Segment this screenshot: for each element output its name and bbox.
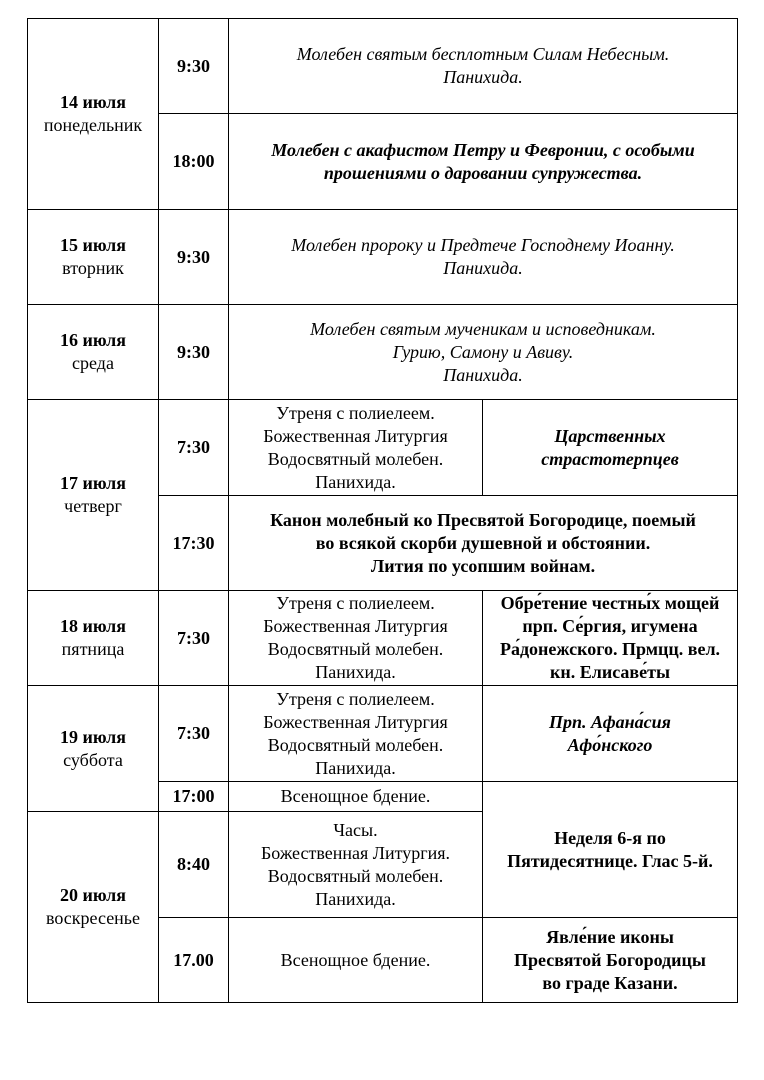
service-cell <box>229 210 738 305</box>
feast-line: Пятидесятнице. Глас 5-й. <box>507 850 713 871</box>
service-line: Утреня с полиелеем. <box>276 688 435 709</box>
feast-cell <box>483 686 738 782</box>
table-row <box>28 305 738 400</box>
day-cell <box>28 305 159 400</box>
day-cell <box>28 686 159 812</box>
service-line: Водосвятный молебен. <box>267 448 444 469</box>
day-weekday: пятница <box>61 639 125 659</box>
service-line: Водосвятный молебен. <box>267 734 444 755</box>
service-line: Божественная Литургия <box>263 425 448 446</box>
service-time: 9:30 <box>159 305 229 400</box>
feast-line: Обре́тение честны́х мощей <box>500 593 720 613</box>
service-cell <box>229 400 483 496</box>
service-cell <box>229 918 483 1003</box>
service-line: Всенощное бдение. <box>280 949 431 970</box>
day-date: 17 июля <box>59 473 126 493</box>
feast-line: Пресвятой Богородицы <box>514 949 706 970</box>
service-time: 7:30 <box>159 400 229 496</box>
table-row <box>28 686 738 782</box>
day-weekday: воскресенье <box>45 908 141 928</box>
feast-line: Неделя 6-я по <box>554 827 666 848</box>
service-cell <box>229 782 483 812</box>
feast-line: Явле́ние иконы <box>546 926 674 947</box>
service-line: Панихида. <box>315 888 396 909</box>
service-time: 17.00 <box>159 918 229 1003</box>
table-row <box>28 400 738 496</box>
service-line: Гурию, Самону и Авиву. <box>392 341 574 362</box>
day-date: 18 июля <box>59 616 126 636</box>
service-line: Лития по усопшим войнам. <box>370 555 596 576</box>
service-line: Панихида. <box>315 471 396 492</box>
table-row <box>28 210 738 305</box>
service-cell <box>229 305 738 400</box>
service-line: Панихида. <box>443 67 523 87</box>
service-line: Канон молебный ко Пресвятой Богородице, поемый <box>270 509 696 530</box>
service-line: Молебен святым мученикам и исповедникам. <box>310 318 656 339</box>
service-line: прошениями о даровании супружества. <box>323 162 643 183</box>
day-cell <box>28 19 159 210</box>
feast-line: кн. Елисаве́ты <box>549 662 671 682</box>
service-line: Божественная Литургия <box>263 711 448 732</box>
service-time: 9:30 <box>159 210 229 305</box>
feast-line: Ра́донежского. Прмцц. вел. <box>499 639 721 659</box>
service-line: Панихида. <box>443 364 523 385</box>
service-line: Водосвятный молебен. <box>267 865 444 886</box>
day-weekday: среда <box>72 353 114 373</box>
feast-line: страстотерпцев <box>541 448 679 469</box>
service-line: Утреня с полиелеем. <box>276 402 435 423</box>
table-row <box>28 19 738 114</box>
service-time: 18:00 <box>159 114 229 210</box>
day-cell <box>28 400 159 591</box>
service-time: 7:30 <box>159 591 229 686</box>
service-line: Утреня с полиелеем. <box>276 593 435 613</box>
day-weekday: понедельник <box>43 115 143 135</box>
service-line: Панихида. <box>315 662 396 682</box>
feast-cell <box>483 400 738 496</box>
table-row <box>28 591 738 686</box>
service-line: Молебен святым бесплотным Силам Небесным. <box>296 44 670 64</box>
service-cell <box>229 496 738 591</box>
day-date: 15 июля <box>59 235 126 255</box>
day-cell <box>28 812 159 1003</box>
service-line: во всякой скорби душевной и обстоянии. <box>315 532 651 553</box>
service-line: Часы. <box>333 819 378 840</box>
service-cell <box>229 591 483 686</box>
feast-cell <box>483 918 738 1003</box>
service-time: 9:30 <box>159 19 229 114</box>
service-line: Божественная Литургия <box>263 616 448 636</box>
day-date: 14 июля <box>59 92 126 112</box>
feast-cell <box>483 782 738 918</box>
day-weekday: вторник <box>62 258 124 278</box>
day-date: 16 июля <box>59 330 126 350</box>
service-cell <box>229 114 738 210</box>
service-cell <box>229 686 483 782</box>
service-line: Божественная Литургия. <box>260 842 451 863</box>
feast-cell <box>483 591 738 686</box>
feast-line: Афо́нского <box>567 734 653 755</box>
feast-line: прп. Се́ргия, игумена <box>522 616 698 636</box>
service-line: Молебен пророку и Предтече Господнему Иоанну. <box>291 235 675 255</box>
service-time: 7:30 <box>159 686 229 782</box>
service-cell <box>229 812 483 918</box>
service-line: Водосвятный молебен. <box>267 639 444 659</box>
day-cell <box>28 210 159 305</box>
day-cell <box>28 591 159 686</box>
service-time: 8:40 <box>159 812 229 918</box>
service-line: Панихида. <box>315 757 396 778</box>
day-weekday: суббота <box>63 749 123 770</box>
service-line: Всенощное бдение. <box>280 786 431 806</box>
day-weekday: четверг <box>64 496 122 516</box>
day-date: 19 июля <box>59 726 126 747</box>
feast-line: во граде Казани. <box>542 972 678 993</box>
service-line: Панихида. <box>443 258 523 278</box>
day-date: 20 июля <box>59 885 126 905</box>
feast-line: Царственных <box>554 425 666 446</box>
service-line: Молебен с акафистом Петру и Февронии, с особыми <box>271 139 695 160</box>
schedule-table <box>27 18 738 1003</box>
service-time: 17:30 <box>159 496 229 591</box>
service-cell <box>229 19 738 114</box>
feast-line: Прп. Афана́сия <box>549 711 671 732</box>
service-time: 17:00 <box>159 782 229 812</box>
